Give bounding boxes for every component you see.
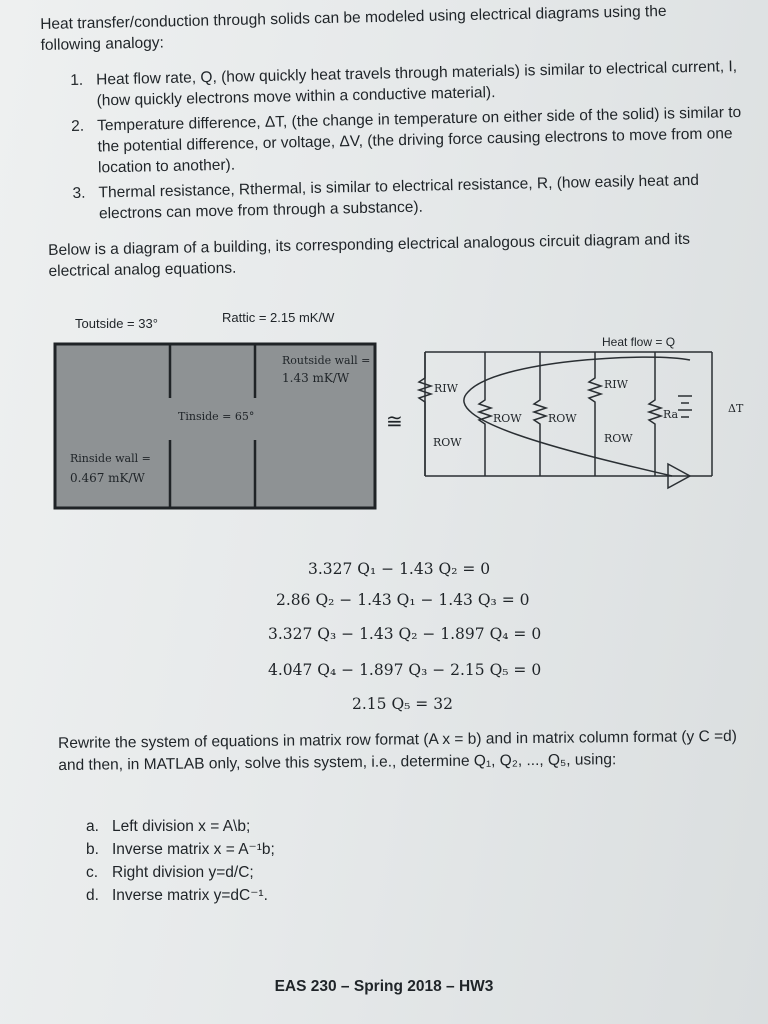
equation: 2.86 Q₂ − 1.43 Q₁ − 1.43 Q₃ = 0: [276, 591, 530, 609]
analogy-list: [70, 56, 753, 229]
equation: 3.327 Q₃ − 1.43 Q₂ − 1.897 Q₄ = 0: [268, 625, 542, 643]
inside-wall-resistance-value: 0.467 mK/W: [70, 471, 145, 485]
method-list: [86, 815, 275, 907]
analogy-item: [72, 169, 753, 225]
equation: 3.327 Q₁ − 1.43 Q₂ = 0: [308, 560, 491, 578]
heat-flow-label: Heat flow = Q: [602, 335, 676, 349]
equation: 2.15 Q₅ = 32: [352, 695, 453, 713]
intro-paragraph: Heat transfer/conduction through solids can be modeled using electrical diagrams using the following analogy:: [40, 2, 667, 54]
building-diagram: [55, 310, 375, 508]
outside-temperature-label: Toutside = 33°: [75, 316, 158, 331]
resistor-label: ROW: [433, 436, 462, 449]
approximately-equal-sign: ≅: [386, 409, 403, 433]
analogy-number: 1.: [70, 71, 84, 89]
outside-wall-resistance-value: 1.43 mK/W: [282, 371, 350, 385]
inside-temperature-label: Tinside = 65°: [178, 410, 255, 423]
temperature-difference-label: ΔT: [728, 402, 744, 415]
method-item: [86, 884, 275, 907]
analogy-text: Temperature difference, ΔT, (the change in temperature on either side of the solid) is similar to the potential difference, or voltage, ΔV, (the driving force causing electrons to move from one location to another).: [96, 103, 742, 177]
method-text: Right division y=d/C;: [112, 864, 254, 881]
resistor-label: RIW: [434, 382, 458, 395]
analogy-text: Thermal resistance, Rthermal, is similar to electrical resistance, R, (how easily heat and electrons can move from through a substance).: [98, 171, 700, 223]
resistor-label: ROW: [493, 412, 522, 425]
resistor-label: ROW: [604, 432, 633, 445]
method-item: [86, 815, 275, 838]
resistor-ow: [534, 352, 546, 476]
attic-resistance-label: Rattic = 2.15 mK/W: [222, 310, 335, 325]
method-letter: b.: [86, 841, 99, 858]
equation: 4.047 Q₄ − 1.897 Q₃ − 2.15 Q₅ = 0: [268, 661, 542, 679]
resistor-label: ROW: [548, 412, 577, 425]
outside-wall-resistance-label: Routside wall =: [282, 354, 371, 367]
resistor-ow: [479, 352, 491, 476]
instructions-paragraph: Rewrite the system of equations in matrix row format (A x = b) and in matrix column format (y C =d) and then, in MATLAB only, solve this system, i.e., determine Q₁, Q₂, ..., Q₅, using:: [58, 727, 737, 774]
method-letter: c.: [86, 864, 99, 881]
method-text: Left division x = A\b;: [112, 818, 251, 835]
resistor-attic: [649, 352, 661, 476]
analogy-item: [71, 102, 752, 179]
method-item: [86, 838, 275, 861]
method-item: [86, 861, 275, 884]
method-letter: d.: [86, 887, 99, 904]
analogy-number: 3.: [72, 184, 86, 202]
page-footer: EAS 230 – Spring 2018 – HW3: [274, 978, 494, 995]
analogy-number: 2.: [71, 117, 85, 135]
method-text: Inverse matrix y=dC⁻¹.: [112, 887, 268, 904]
method-text: Inverse matrix x = A⁻¹b;: [112, 841, 275, 858]
building-and-circuit-diagram: [0, 300, 768, 530]
inside-wall-resistance-label: Rinside wall =: [70, 452, 151, 465]
resistor-label: RIW: [604, 378, 628, 391]
analogy-text: Heat flow rate, Q, (how quickly heat travels through materials) is similar to electrical current, I, (how quickly electrons move within a conductive material).: [96, 58, 738, 110]
diagram-intro-paragraph: Below is a diagram of a building, its corresponding electrical analogous circuit diagram and its electrical analog equations.: [48, 230, 691, 280]
method-letter: a.: [86, 818, 99, 835]
resistor-label: Ra: [663, 408, 679, 421]
resistor-iw-left: [419, 352, 431, 476]
